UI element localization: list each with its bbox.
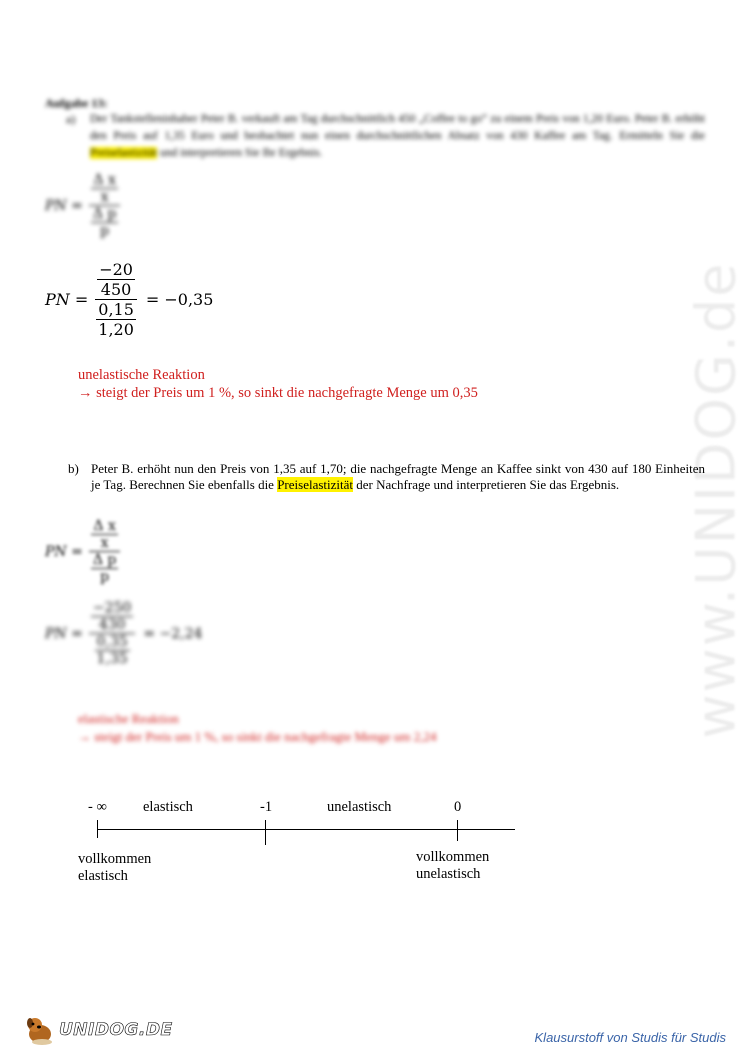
scale-tick-minus-infinity: [97, 820, 98, 838]
formula-b-x: x: [100, 535, 109, 551]
calc-delta-x: −20: [99, 260, 133, 279]
task-a-answer-2: → steigt der Preis um 1 %, so sinkt die nachgefragte Menge um 0,35: [78, 385, 478, 401]
formula-b-p: p: [100, 569, 110, 585]
calc-result: = −0,35: [145, 290, 214, 309]
task-b-calculation: PN = $\frac{\frac{-250}{430}}{\frac{0,35}{1,35}}$ = −2,24: [45, 600, 203, 667]
calc-x: 450: [100, 280, 132, 299]
task-a-question: [90, 111, 705, 162]
task-a-calculation: [45, 260, 221, 339]
formula-fraction: [89, 172, 121, 239]
scale-zero: 0: [454, 799, 462, 815]
task-b-label: b): [68, 461, 79, 476]
scale-caption-left: [78, 851, 151, 885]
footer-slogan: Klausurstoff von Studis für Studis: [534, 1030, 726, 1045]
task-b-highlight: Preiselastizität: [277, 477, 354, 492]
task-b-formula: PN = $\frac{\frac{\text{Δ x}}{x}}{\frac{\text{Δ p}}{p}}$: [45, 518, 120, 585]
task-a-highlight: Preiselastizität: [90, 147, 158, 159]
calc-p: 1,20: [98, 320, 134, 339]
task-a-answer-1: unelastische Reaktion: [78, 367, 205, 383]
calc-b-x: 430: [98, 617, 126, 633]
formula-lhs: PN =: [45, 197, 83, 214]
scale-caption-left-1: vollkommen: [78, 851, 152, 867]
formula-p: p: [100, 223, 110, 239]
scale-axis-line: [97, 829, 515, 830]
task-a-heading: Aufgabe 13:: [45, 96, 108, 110]
formula-x: x: [100, 189, 109, 205]
calc-b-delta-p: 0,35: [96, 634, 128, 650]
scale-caption-right-2: unelastisch: [416, 866, 481, 882]
task-b-question: [91, 461, 705, 493]
calc-b-delta-x: −250: [92, 600, 132, 616]
task-b-text-after: der Nachfrage und interpretieren Sie das Ergebnis.: [356, 477, 620, 492]
dog-icon: [22, 1012, 58, 1048]
scale-label-elastic: elastisch: [143, 799, 193, 815]
calc-lhs: PN =: [45, 290, 89, 309]
calc-b-result: = −2,24: [143, 625, 203, 642]
task-a-label: a): [66, 112, 76, 126]
scale-label-inelastic: unelastisch: [327, 799, 392, 815]
task-a-text-after: und interpretieren Sie Ihr Ergebnis.: [159, 147, 323, 159]
task-a-formula: [45, 172, 120, 239]
footer-logo-text: UNIDOG.DE: [59, 1020, 173, 1040]
scale-tick-minus-one: [265, 820, 266, 845]
formula-b-delta-p: Δ p: [92, 552, 117, 568]
calc-fraction: [94, 260, 138, 339]
formula-delta-x: Δ x: [93, 172, 116, 188]
watermark-text: www.UNIDOG.de: [684, 261, 748, 739]
calc-b-p: 1,35: [96, 651, 128, 667]
scale-caption-right: [416, 849, 489, 883]
task-b-text-before: Peter B. erhöht nun den Preis von 1,35 auf 1,70; die nachgefragte Menge an Kaffee sinkt von 430 auf 180 Einheiten je Tag. Berechnen Sie ebenfalls die: [91, 461, 705, 492]
calc-delta-p: 0,15: [98, 300, 134, 319]
scale-caption-left-2: elastisch: [78, 868, 128, 884]
formula-b-delta-x: Δ x: [93, 518, 116, 534]
scale-tick-zero: [457, 820, 458, 841]
scale-minus-infinity: - ∞: [88, 799, 107, 815]
task-b-answer-2: → steigt der Preis um 1 %, so sinkt die nachgefragte Menge um 2,24: [78, 729, 437, 744]
task-a-text-before: Der Tankstelleninhaber Peter B. verkauft am Tag durchschnittlich 450 „Coffee to go“ zu einem Preis von 1,20 Euro. Peter B. erhöht den Preis auf 1,35 Euro und beobachtet nun einen durchschnittlichen Absatz von 430 Kaffee am Tag. Ermitteln Sie die: [90, 113, 705, 142]
scale-minus-one: -1: [260, 799, 273, 815]
task-b-answer-1: elastische Reaktion: [78, 711, 179, 726]
scale-caption-right-1: vollkommen: [416, 849, 490, 865]
footer-logo: [22, 1012, 173, 1048]
formula-delta-p: Δ p: [92, 206, 117, 222]
